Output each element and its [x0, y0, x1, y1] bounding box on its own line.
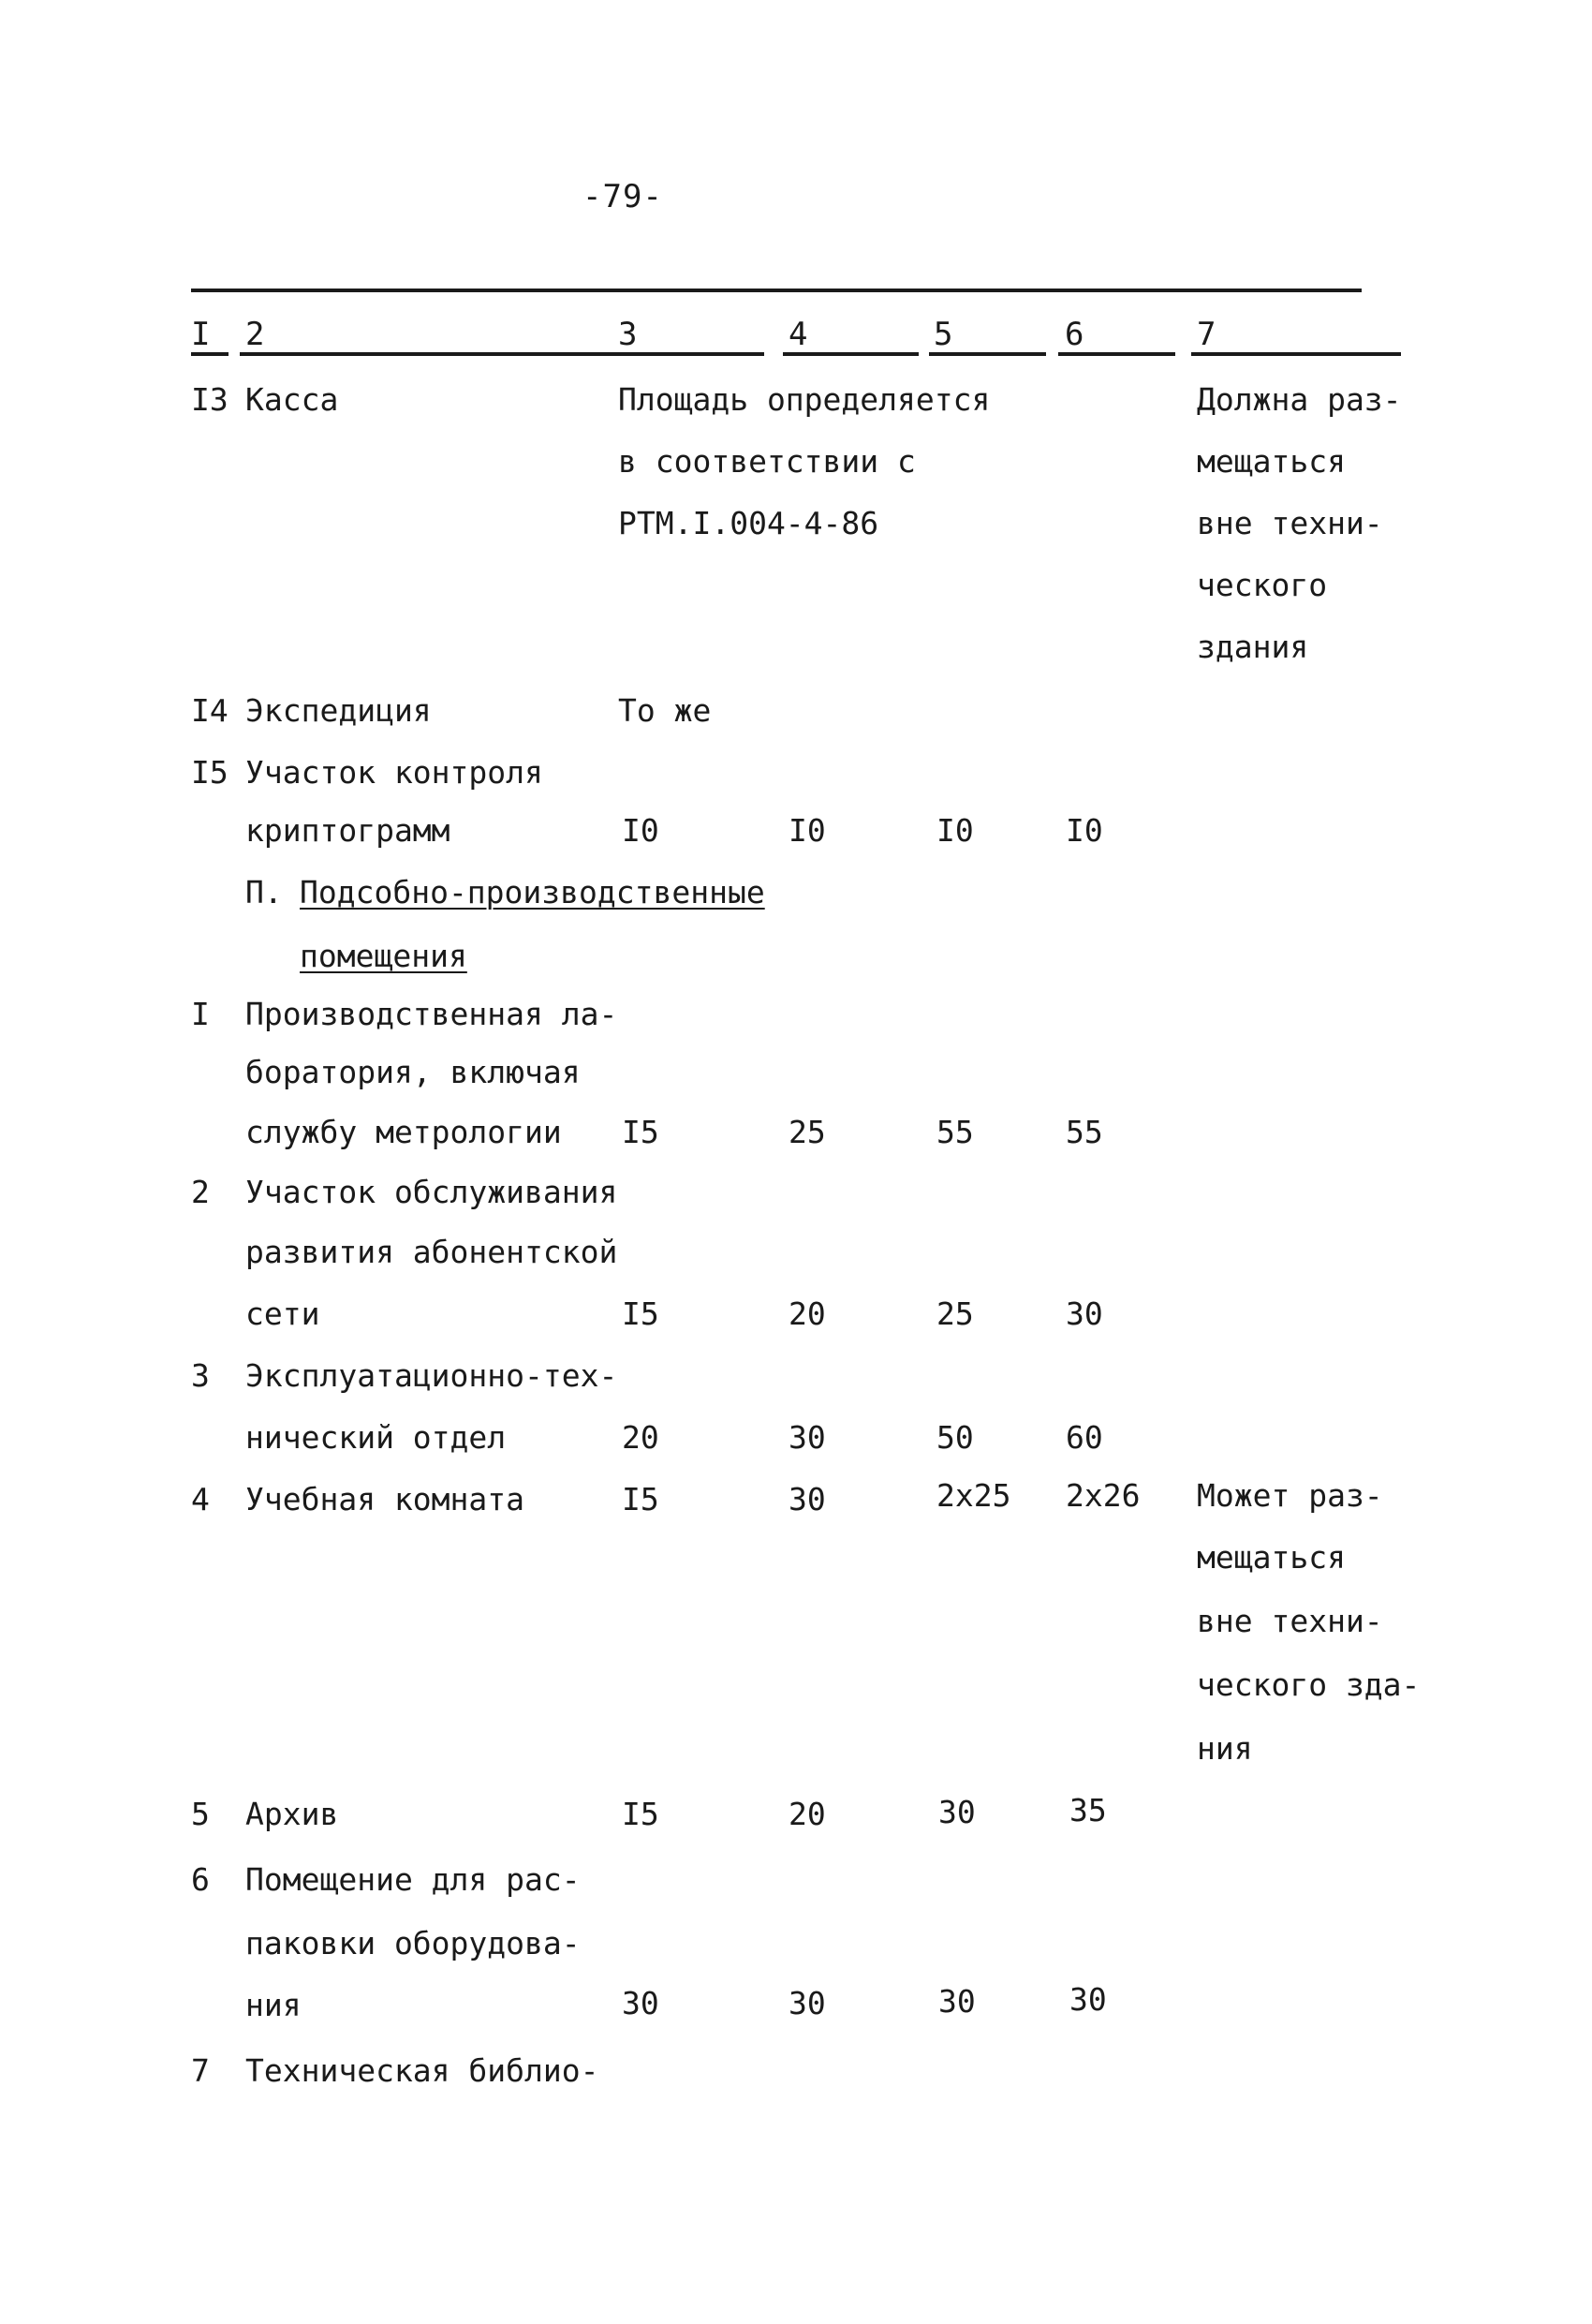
cell-col-6: I0 [1066, 812, 1103, 849]
table-top-rule [191, 289, 1362, 292]
cell-col-5: 25 [936, 1295, 974, 1332]
note-line: вне техни- [1197, 505, 1383, 541]
section-numeral: П. [245, 874, 283, 910]
cell-col-3: I0 [622, 812, 659, 849]
row-name: Техническая библио- [245, 2052, 599, 2089]
note-line: ния [1197, 1730, 1253, 1767]
cell-col-4: 30 [789, 1985, 826, 2021]
cell-col-6: 55 [1066, 1114, 1103, 1150]
merged-cell-line: Площадь определяется [618, 381, 991, 418]
row-number: 5 [191, 1796, 210, 1832]
row-name: Производственная ла- [245, 996, 618, 1032]
header-col-1: I [191, 316, 211, 353]
cell-col-5: 30 [938, 1983, 976, 2020]
cell-col-6: 2x26 [1066, 1477, 1141, 1514]
row-name: боратория, включая [245, 1054, 581, 1090]
cell-col-4: 20 [789, 1295, 826, 1332]
row-name: нический отдел [245, 1419, 507, 1456]
cell-col-3: I5 [622, 1295, 659, 1332]
row-number: 4 [191, 1481, 210, 1517]
row-name: Касса [245, 381, 339, 418]
header-col-4: 4 [789, 316, 808, 353]
row-number: 2 [191, 1174, 210, 1210]
row-name: Экспедиция [245, 692, 432, 729]
row-name: Эксплуатационно-тех- [245, 1357, 618, 1394]
note-line: мещаться [1197, 1539, 1346, 1576]
cell-col-4: 30 [789, 1419, 826, 1456]
header-col-3: 3 [618, 316, 638, 353]
note-line: мещаться [1197, 443, 1346, 480]
section-title: помещения [300, 938, 467, 974]
header-underline-2 [240, 352, 764, 356]
header-col-6: 6 [1065, 316, 1084, 353]
row-name: паковки оборудова- [245, 1925, 581, 1961]
row-name: ния [245, 1987, 302, 2023]
row-name: криптограмм [245, 812, 450, 849]
note-line: вне техни- [1197, 1603, 1383, 1639]
row-name: сети [245, 1295, 320, 1332]
header-underline-1 [191, 352, 228, 356]
section-title: Подсобно-производственные [300, 874, 765, 910]
header-underline-5 [1058, 352, 1175, 356]
note-line: Может раз- [1197, 1477, 1383, 1514]
cell-col-6: 30 [1069, 1981, 1107, 2018]
cell-col-5: I0 [936, 812, 974, 849]
header-col-2: 2 [245, 316, 265, 353]
row-number: I [191, 996, 210, 1032]
row-name: Участок контроля [245, 754, 543, 791]
cell-col-3: I5 [622, 1481, 659, 1517]
header-underline-4 [929, 352, 1046, 356]
cell-col-3: I5 [622, 1114, 659, 1150]
row-name: развития абонентской [245, 1234, 618, 1270]
header-col-5: 5 [934, 316, 953, 353]
row-number: I3 [191, 381, 228, 418]
row-name: Участок обслуживания [245, 1174, 618, 1210]
merged-cell-line: РТМ.I.004-4-86 [618, 505, 879, 541]
row-name: Архив [245, 1796, 339, 1832]
header-underline-6 [1191, 352, 1401, 356]
cell-col-4: 30 [789, 1481, 826, 1517]
cell-col-4: I0 [789, 812, 826, 849]
cell-col-5: 50 [936, 1419, 974, 1456]
cell-col-3: 20 [622, 1419, 659, 1456]
cell-col-6: 35 [1069, 1792, 1107, 1828]
note-line: здания [1197, 629, 1309, 665]
cell-col-3: I5 [622, 1796, 659, 1832]
cell-col-5: 55 [936, 1114, 974, 1150]
row-name: службу метрологии [245, 1114, 562, 1150]
row-number: I5 [191, 754, 228, 791]
merged-cell: То же [618, 692, 712, 729]
merged-cell-line: в соответствии с [618, 443, 916, 480]
header-col-7: 7 [1197, 316, 1216, 353]
cell-col-5: 30 [938, 1794, 976, 1830]
cell-col-5: 2x25 [936, 1477, 1011, 1514]
cell-col-4: 20 [789, 1796, 826, 1832]
cell-col-6: 60 [1066, 1419, 1103, 1456]
note-line: ческого [1197, 567, 1328, 603]
cell-col-4: 25 [789, 1114, 826, 1150]
cell-col-3: 30 [622, 1985, 659, 2021]
row-number: 3 [191, 1357, 210, 1394]
row-name: Помещение для рас- [245, 1861, 581, 1898]
row-number: 7 [191, 2052, 210, 2089]
note-line: ческого зда- [1197, 1666, 1421, 1703]
cell-col-6: 30 [1066, 1295, 1103, 1332]
header-underline-3 [783, 352, 919, 356]
note-line: Должна раз- [1197, 381, 1402, 418]
row-number: 6 [191, 1861, 210, 1898]
row-name: Учебная комната [245, 1481, 525, 1517]
page-number: -79- [582, 178, 663, 215]
row-number: I4 [191, 692, 228, 729]
